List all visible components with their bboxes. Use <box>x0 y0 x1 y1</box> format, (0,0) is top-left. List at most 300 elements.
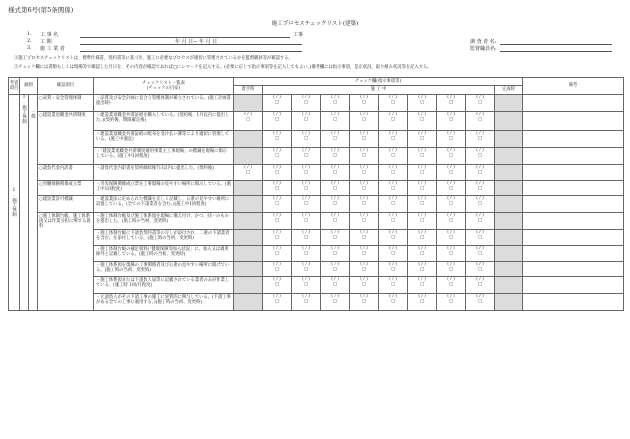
date-slot[interactable]: ( / ) <box>418 294 426 299</box>
during-check[interactable] <box>292 95 321 112</box>
checkbox[interactable]: □ <box>477 100 483 106</box>
remarks-cell[interactable] <box>523 196 624 213</box>
checkbox[interactable]: □ <box>245 117 251 123</box>
date-slot[interactable]: ( / ) <box>302 112 310 117</box>
checkbox[interactable]: □ <box>303 117 309 123</box>
checkbox[interactable]: □ <box>477 282 483 288</box>
date-slot[interactable]: ( / ) <box>447 246 455 251</box>
date-slot[interactable]: ( / ) <box>360 262 368 267</box>
during-check[interactable] <box>292 277 321 294</box>
date-slot[interactable]: ( / ) <box>302 196 310 201</box>
during-check[interactable] <box>263 246 292 262</box>
during-check[interactable] <box>350 246 379 262</box>
during-check[interactable] <box>321 148 350 165</box>
date-slot[interactable]: ( / ) <box>447 112 455 117</box>
checkbox[interactable]: □ <box>361 186 367 192</box>
date-slot[interactable]: ( / ) <box>360 131 368 136</box>
date-slot[interactable]: ( / ) <box>331 262 339 267</box>
during-check[interactable] <box>321 165 350 181</box>
checkbox[interactable]: □ <box>332 136 338 142</box>
checkbox[interactable]: □ <box>477 218 483 224</box>
during-check[interactable] <box>437 277 466 294</box>
date-slot[interactable]: ( / ) <box>360 246 368 251</box>
during-check[interactable] <box>321 230 350 246</box>
checkbox[interactable]: □ <box>332 282 338 288</box>
checkbox[interactable]: □ <box>477 186 483 192</box>
inspector-field[interactable] <box>500 44 612 45</box>
during-check[interactable] <box>292 213 321 230</box>
checkbox[interactable]: □ <box>477 201 483 207</box>
checkbox[interactable]: □ <box>419 153 425 159</box>
during-check[interactable] <box>350 181 379 196</box>
date-slot[interactable]: ( / ) <box>360 213 368 218</box>
checkbox[interactable]: □ <box>390 299 396 305</box>
remarks-cell[interactable] <box>523 246 624 262</box>
during-check[interactable] <box>408 277 437 294</box>
checkbox[interactable]: □ <box>419 235 425 241</box>
date-slot[interactable]: ( / ) <box>360 196 368 201</box>
date-slot[interactable]: ( / ) <box>389 246 397 251</box>
during-check[interactable] <box>437 148 466 165</box>
during-check[interactable] <box>263 131 292 148</box>
checkbox[interactable]: □ <box>274 218 280 224</box>
checkbox[interactable]: □ <box>477 117 483 123</box>
checkbox[interactable]: □ <box>332 201 338 207</box>
checkbox[interactable]: □ <box>361 282 367 288</box>
during-check[interactable] <box>437 165 466 181</box>
during-check[interactable] <box>350 95 379 112</box>
checkbox[interactable]: □ <box>448 170 454 176</box>
checkbox[interactable]: □ <box>448 153 454 159</box>
during-check[interactable] <box>263 294 292 311</box>
remarks-cell[interactable] <box>523 181 624 196</box>
date-slot[interactable]: ( / ) <box>418 213 426 218</box>
checkbox[interactable]: □ <box>332 117 338 123</box>
during-check[interactable] <box>466 196 495 213</box>
date-slot[interactable]: ( / ) <box>273 294 281 299</box>
checkbox[interactable]: □ <box>390 251 396 257</box>
during-check[interactable] <box>437 246 466 262</box>
checkbox[interactable]: □ <box>477 136 483 142</box>
checkbox[interactable]: □ <box>332 186 338 192</box>
checkbox[interactable]: □ <box>390 201 396 207</box>
checkbox[interactable]: □ <box>332 153 338 159</box>
checkbox[interactable]: □ <box>303 170 309 176</box>
during-check[interactable] <box>379 277 408 294</box>
date-slot[interactable]: ( / ) <box>447 148 455 153</box>
during-check[interactable] <box>379 196 408 213</box>
during-check[interactable] <box>292 112 321 131</box>
during-check[interactable] <box>408 230 437 246</box>
date-slot[interactable]: ( / ) <box>418 165 426 170</box>
during-check[interactable] <box>408 181 437 196</box>
checkbox[interactable]: □ <box>303 299 309 305</box>
during-check[interactable] <box>437 213 466 230</box>
date-slot[interactable]: ( / ) <box>273 230 281 235</box>
during-check[interactable] <box>408 213 437 230</box>
date-slot[interactable]: ( / ) <box>331 294 339 299</box>
during-check[interactable] <box>379 294 408 311</box>
during-check[interactable] <box>321 294 350 311</box>
during-check[interactable] <box>350 165 379 181</box>
date-slot[interactable]: ( / ) <box>476 246 484 251</box>
checkbox[interactable]: □ <box>361 153 367 159</box>
date-slot[interactable]: ( / ) <box>360 277 368 282</box>
during-check[interactable] <box>437 95 466 112</box>
during-check[interactable] <box>321 181 350 196</box>
checkbox[interactable]: □ <box>477 267 483 273</box>
during-check[interactable] <box>321 277 350 294</box>
during-check[interactable] <box>263 148 292 165</box>
date-slot[interactable]: ( / ) <box>331 230 339 235</box>
during-check[interactable] <box>292 230 321 246</box>
during-check[interactable] <box>321 262 350 277</box>
start-check[interactable] <box>234 165 263 181</box>
date-slot[interactable]: ( / ) <box>273 246 281 251</box>
checkbox[interactable]: □ <box>390 117 396 123</box>
during-check[interactable] <box>350 112 379 131</box>
date-slot[interactable]: ( / ) <box>389 112 397 117</box>
date-slot[interactable]: ( / ) <box>447 294 455 299</box>
during-check[interactable] <box>292 294 321 311</box>
period-field[interactable] <box>80 44 302 45</box>
during-check[interactable] <box>437 196 466 213</box>
date-slot[interactable]: ( / ) <box>447 95 455 100</box>
remarks-cell[interactable] <box>523 112 624 131</box>
date-slot[interactable]: ( / ) <box>331 196 339 201</box>
checkbox[interactable]: □ <box>361 299 367 305</box>
checkbox[interactable]: □ <box>448 282 454 288</box>
date-slot[interactable]: ( / ) <box>476 165 484 170</box>
checkbox[interactable]: □ <box>361 218 367 224</box>
checkbox[interactable]: □ <box>274 251 280 257</box>
checkbox[interactable]: □ <box>274 117 280 123</box>
checkbox[interactable]: □ <box>361 170 367 176</box>
date-slot[interactable]: ( / ) <box>389 230 397 235</box>
checkbox[interactable]: □ <box>419 170 425 176</box>
date-slot[interactable]: ( / ) <box>389 196 397 201</box>
date-slot[interactable]: ( / ) <box>389 277 397 282</box>
remarks-cell[interactable] <box>523 277 624 294</box>
during-check[interactable] <box>292 196 321 213</box>
date-slot[interactable]: ( / ) <box>302 246 310 251</box>
date-slot[interactable]: ( / ) <box>418 277 426 282</box>
during-check[interactable] <box>263 165 292 181</box>
during-check[interactable] <box>466 294 495 311</box>
date-slot[interactable]: ( / ) <box>389 148 397 153</box>
during-check[interactable] <box>379 131 408 148</box>
during-check[interactable] <box>466 95 495 112</box>
during-check[interactable] <box>466 246 495 262</box>
during-check[interactable] <box>292 165 321 181</box>
checkbox[interactable]: □ <box>332 170 338 176</box>
date-slot[interactable]: ( / ) <box>418 262 426 267</box>
checkbox[interactable]: □ <box>332 218 338 224</box>
date-slot[interactable]: ( / ) <box>331 246 339 251</box>
checkbox[interactable]: □ <box>477 153 483 159</box>
during-check[interactable] <box>263 181 292 196</box>
date-slot[interactable]: ( / ) <box>476 262 484 267</box>
date-slot[interactable]: ( / ) <box>273 95 281 100</box>
during-check[interactable] <box>321 196 350 213</box>
during-check[interactable] <box>263 230 292 246</box>
date-slot[interactable]: ( / ) <box>331 213 339 218</box>
date-slot[interactable]: ( / ) <box>331 112 339 117</box>
during-check[interactable] <box>292 246 321 262</box>
date-slot[interactable]: ( / ) <box>360 148 368 153</box>
checkbox[interactable]: □ <box>419 251 425 257</box>
checkbox[interactable]: □ <box>274 299 280 305</box>
checkbox[interactable]: □ <box>419 201 425 207</box>
checkbox[interactable]: □ <box>390 235 396 241</box>
checkbox[interactable]: □ <box>448 100 454 106</box>
checkbox[interactable]: □ <box>390 170 396 176</box>
date-slot[interactable]: ( / ) <box>476 181 484 186</box>
checkbox[interactable]: □ <box>332 251 338 257</box>
date-slot[interactable]: ( / ) <box>360 112 368 117</box>
checkbox[interactable]: □ <box>332 235 338 241</box>
date-slot[interactable]: ( / ) <box>476 213 484 218</box>
during-check[interactable] <box>263 213 292 230</box>
during-check[interactable] <box>466 262 495 277</box>
checkbox[interactable]: □ <box>332 267 338 273</box>
date-slot[interactable]: ( / ) <box>302 165 310 170</box>
during-check[interactable] <box>408 262 437 277</box>
during-check[interactable] <box>466 213 495 230</box>
during-check[interactable] <box>292 131 321 148</box>
during-check[interactable] <box>350 148 379 165</box>
during-check[interactable] <box>466 181 495 196</box>
checkbox[interactable]: □ <box>303 201 309 207</box>
checkbox[interactable]: □ <box>332 100 338 106</box>
checkbox[interactable]: □ <box>245 170 251 176</box>
date-slot[interactable]: ( / ) <box>302 277 310 282</box>
checkbox[interactable]: □ <box>274 100 280 106</box>
date-slot[interactable]: ( / ) <box>360 165 368 170</box>
date-slot[interactable]: ( / ) <box>389 262 397 267</box>
during-check[interactable] <box>437 181 466 196</box>
checkbox[interactable]: □ <box>361 235 367 241</box>
during-check[interactable] <box>437 294 466 311</box>
during-check[interactable] <box>350 213 379 230</box>
checkbox[interactable]: □ <box>274 282 280 288</box>
checkbox[interactable]: □ <box>419 186 425 192</box>
date-slot[interactable]: ( / ) <box>360 294 368 299</box>
during-check[interactable] <box>466 165 495 181</box>
checkbox[interactable]: □ <box>303 282 309 288</box>
checkbox[interactable]: □ <box>448 136 454 142</box>
date-slot[interactable]: ( / ) <box>273 181 281 186</box>
date-slot[interactable]: ( / ) <box>447 230 455 235</box>
date-slot[interactable]: ( / ) <box>476 148 484 153</box>
date-slot[interactable]: ( / ) <box>302 213 310 218</box>
checkbox[interactable]: □ <box>303 186 309 192</box>
checkbox[interactable]: □ <box>477 170 483 176</box>
during-check[interactable] <box>350 230 379 246</box>
checkbox[interactable]: □ <box>477 299 483 305</box>
during-check[interactable] <box>408 165 437 181</box>
checkbox[interactable]: □ <box>448 267 454 273</box>
checkbox[interactable]: □ <box>448 117 454 123</box>
checkbox[interactable]: □ <box>419 117 425 123</box>
date-slot[interactable]: ( / ) <box>476 112 484 117</box>
during-check[interactable] <box>379 230 408 246</box>
checkbox[interactable]: □ <box>274 201 280 207</box>
checkbox[interactable]: □ <box>448 186 454 192</box>
checkbox[interactable]: □ <box>448 201 454 207</box>
date-slot[interactable]: ( / ) <box>273 148 281 153</box>
date-slot[interactable]: ( / ) <box>273 112 281 117</box>
date-slot[interactable]: ( / ) <box>476 196 484 201</box>
during-check[interactable] <box>466 112 495 131</box>
checkbox[interactable]: □ <box>390 153 396 159</box>
date-slot[interactable]: ( / ) <box>360 230 368 235</box>
date-slot[interactable]: ( / ) <box>447 181 455 186</box>
remarks-cell[interactable] <box>523 262 624 277</box>
date-slot[interactable]: ( / ) <box>418 112 426 117</box>
date-slot[interactable]: ( / ) <box>273 196 281 201</box>
date-slot[interactable]: ( / ) <box>447 277 455 282</box>
checkbox[interactable]: □ <box>361 251 367 257</box>
during-check[interactable] <box>321 213 350 230</box>
date-slot[interactable]: ( / ) <box>331 95 339 100</box>
checkbox[interactable]: □ <box>448 218 454 224</box>
date-slot[interactable]: ( / ) <box>389 294 397 299</box>
checkbox[interactable]: □ <box>361 136 367 142</box>
date-slot[interactable]: ( / ) <box>302 131 310 136</box>
checkbox[interactable]: □ <box>361 117 367 123</box>
contractor-field[interactable] <box>80 51 302 52</box>
during-check[interactable] <box>408 95 437 112</box>
during-check[interactable] <box>379 148 408 165</box>
checkbox[interactable]: □ <box>303 100 309 106</box>
date-slot[interactable]: ( / ) <box>389 165 397 170</box>
remarks-cell[interactable] <box>523 131 624 148</box>
during-check[interactable] <box>466 148 495 165</box>
during-check[interactable] <box>350 277 379 294</box>
checkbox[interactable]: □ <box>303 136 309 142</box>
date-slot[interactable]: ( / ) <box>476 277 484 282</box>
date-slot[interactable]: ( / ) <box>418 148 426 153</box>
date-slot[interactable]: ( / ) <box>302 230 310 235</box>
during-check[interactable] <box>408 131 437 148</box>
date-slot[interactable]: ( / ) <box>389 95 397 100</box>
remarks-cell[interactable] <box>523 95 624 112</box>
date-slot[interactable]: ( / ) <box>476 230 484 235</box>
checkbox[interactable]: □ <box>477 235 483 241</box>
checkbox[interactable]: □ <box>303 267 309 273</box>
during-check[interactable] <box>437 230 466 246</box>
date-slot[interactable]: ( / ) <box>331 131 339 136</box>
checkbox[interactable]: □ <box>303 251 309 257</box>
during-check[interactable] <box>437 112 466 131</box>
date-slot[interactable]: ( / ) <box>418 181 426 186</box>
date-slot[interactable]: ( / ) <box>273 213 281 218</box>
date-slot[interactable]: ( / ) <box>418 95 426 100</box>
during-check[interactable] <box>350 294 379 311</box>
checkbox[interactable]: □ <box>419 299 425 305</box>
during-check[interactable] <box>466 277 495 294</box>
during-check[interactable] <box>379 112 408 131</box>
start-check[interactable] <box>234 112 263 131</box>
during-check[interactable] <box>379 165 408 181</box>
remarks-cell[interactable] <box>523 213 624 230</box>
checkbox[interactable]: □ <box>390 267 396 273</box>
date-slot[interactable]: ( / ) <box>273 277 281 282</box>
during-check[interactable] <box>466 131 495 148</box>
date-slot[interactable]: ( / ) <box>418 246 426 251</box>
date-slot[interactable]: ( / ) <box>273 131 281 136</box>
checkbox[interactable]: □ <box>448 299 454 305</box>
date-slot[interactable]: ( / ) <box>331 165 339 170</box>
date-slot[interactable]: ( / ) <box>476 294 484 299</box>
date-slot[interactable]: ( / ) <box>447 165 455 170</box>
during-check[interactable] <box>321 131 350 148</box>
date-slot[interactable]: ( / ) <box>447 196 455 201</box>
during-check[interactable] <box>379 246 408 262</box>
during-check[interactable] <box>263 95 292 112</box>
date-slot[interactable]: ( / ) <box>476 131 484 136</box>
during-check[interactable] <box>263 277 292 294</box>
checkbox[interactable]: □ <box>448 251 454 257</box>
date-slot[interactable]: ( / ) <box>389 131 397 136</box>
date-slot[interactable]: ( / ) <box>389 181 397 186</box>
date-slot[interactable]: ( / ) <box>331 277 339 282</box>
date-slot[interactable]: ( / ) <box>476 95 484 100</box>
during-check[interactable] <box>263 196 292 213</box>
checkbox[interactable]: □ <box>274 235 280 241</box>
date-slot[interactable]: ( / ) <box>360 181 368 186</box>
date-slot[interactable]: ( / ) <box>447 213 455 218</box>
during-check[interactable] <box>321 246 350 262</box>
date-slot[interactable]: ( / ) <box>244 165 252 170</box>
date-slot[interactable]: ( / ) <box>389 213 397 218</box>
date-slot[interactable]: ( / ) <box>447 131 455 136</box>
date-slot[interactable]: ( / ) <box>331 148 339 153</box>
during-check[interactable] <box>466 230 495 246</box>
date-slot[interactable]: ( / ) <box>244 112 252 117</box>
date-slot[interactable]: ( / ) <box>418 196 426 201</box>
during-check[interactable] <box>350 196 379 213</box>
checkbox[interactable]: □ <box>448 235 454 241</box>
during-check[interactable] <box>263 112 292 131</box>
during-check[interactable] <box>408 112 437 131</box>
checkbox[interactable]: □ <box>419 218 425 224</box>
date-slot[interactable]: ( / ) <box>302 262 310 267</box>
checkbox[interactable]: □ <box>477 251 483 257</box>
checkbox[interactable]: □ <box>274 186 280 192</box>
remarks-cell[interactable] <box>523 230 624 246</box>
during-check[interactable] <box>350 262 379 277</box>
during-check[interactable] <box>350 131 379 148</box>
checkbox[interactable]: □ <box>361 267 367 273</box>
checkbox[interactable]: □ <box>274 267 280 273</box>
checkbox[interactable]: □ <box>303 218 309 224</box>
checkbox[interactable]: □ <box>390 186 396 192</box>
date-slot[interactable]: ( / ) <box>273 262 281 267</box>
during-check[interactable] <box>437 262 466 277</box>
date-slot[interactable]: ( / ) <box>447 262 455 267</box>
date-slot[interactable]: ( / ) <box>418 230 426 235</box>
during-check[interactable] <box>408 294 437 311</box>
checkbox[interactable]: □ <box>332 299 338 305</box>
date-slot[interactable]: ( / ) <box>302 148 310 153</box>
during-check[interactable] <box>292 262 321 277</box>
during-check[interactable] <box>379 213 408 230</box>
date-slot[interactable]: ( / ) <box>360 95 368 100</box>
during-check[interactable] <box>437 131 466 148</box>
date-slot[interactable]: ( / ) <box>302 95 310 100</box>
